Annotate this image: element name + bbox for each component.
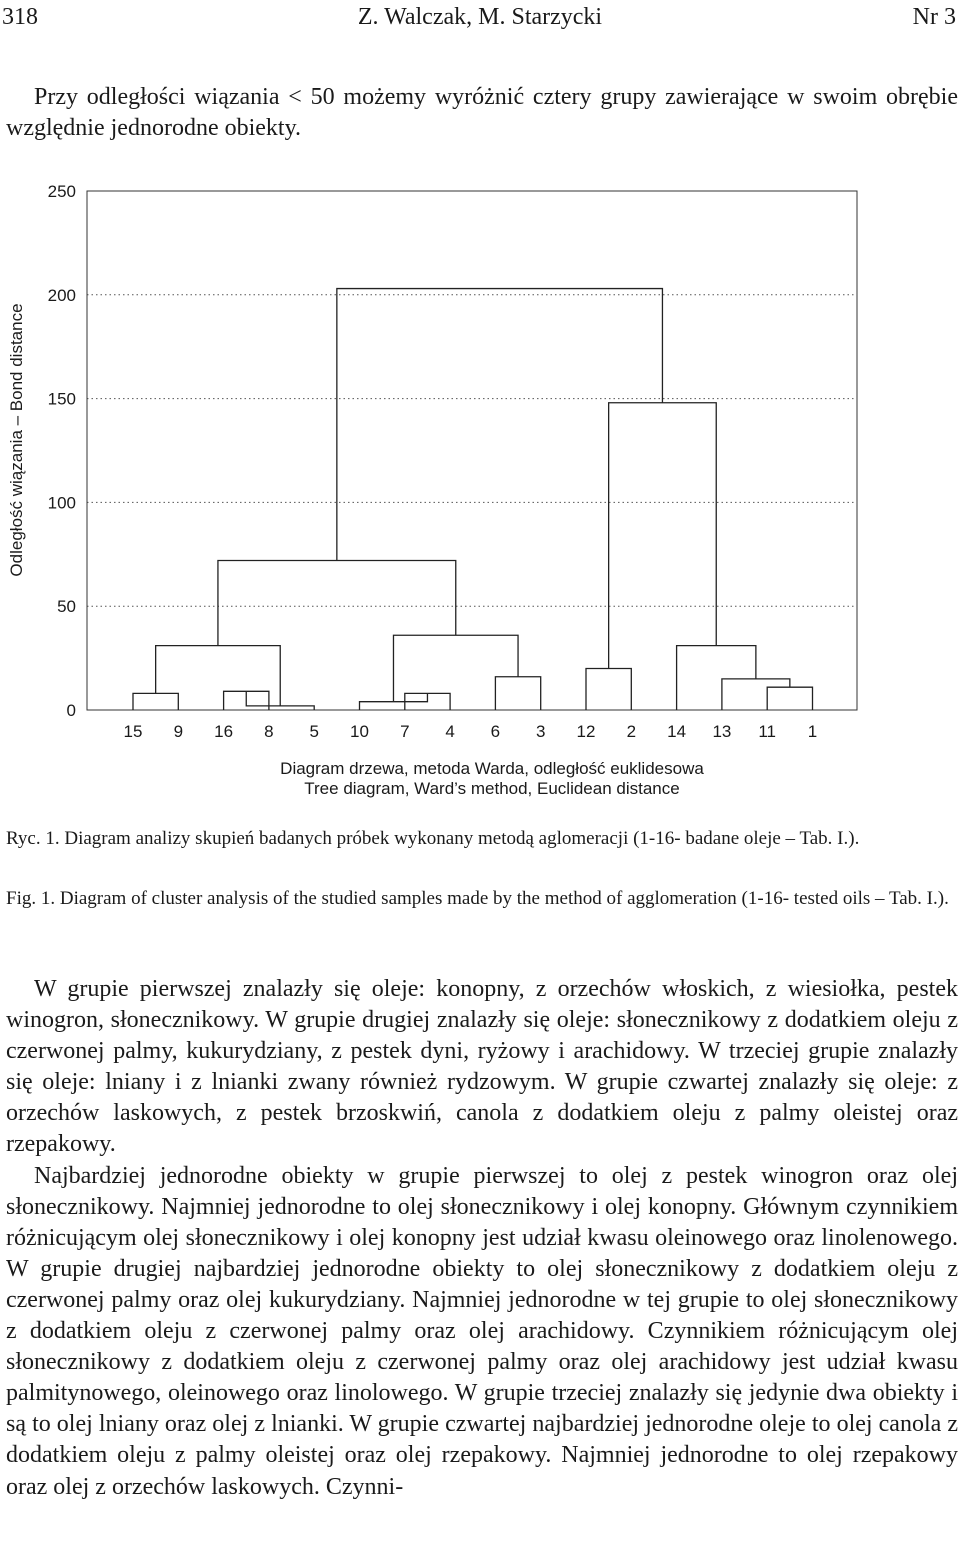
y-tick-label: 50 <box>57 597 76 617</box>
leaf-label: 3 <box>535 722 546 741</box>
leaf-label: 11 <box>758 722 777 741</box>
y-tick-label: 150 <box>47 389 76 409</box>
y-tick-label: 250 <box>47 182 76 201</box>
journal-issue: Nr 3 <box>912 4 956 30</box>
leaf-label: 14 <box>667 722 687 741</box>
dendrogram-link <box>495 677 540 710</box>
gridlines <box>87 295 857 606</box>
page-number: 318 <box>2 4 38 30</box>
page-header <box>0 0 960 36</box>
body-text <box>6 974 958 1503</box>
leaf-label: 6 <box>490 722 501 741</box>
leaf-label: 13 <box>712 722 732 741</box>
dendrogram-link <box>133 693 178 710</box>
leaf-label: 9 <box>173 722 184 741</box>
chart-title-en: Tree diagram, Ward’s method, Euclidean distance <box>304 779 680 798</box>
leaf-label: 15 <box>123 722 143 741</box>
dendrogram-link <box>156 646 281 706</box>
leaf-label: 8 <box>264 722 274 741</box>
dendrogram-link <box>218 561 456 646</box>
leaf-labels <box>124 722 818 741</box>
y-tick-labels <box>48 182 76 720</box>
running-authors: Z. Walczak, M. Starzycki <box>357 4 603 30</box>
body-paragraph-2: Najbardziej jednorodne obiekty w grupie pierwszej to olej z pestek winogron oraz olej słonecznikowy. Najmniej jednorodne to olej słonecznikowy i olej konopny. Głównym czynnikiem różnicującym olej słonecznikowy i olej konopny jest udział kwasu oleinowego oraz linolenowego. W grupie drugiej najbardziej jednorodne obiekty to olej słonecznikowy z dodatkiem oleju z czerwonej palmy oraz olej kukurydziany. Najmniej jednorodne w tej grupie to olej słonecznikowy z dodatkiem oleju z czerwonej palmy oraz olej arachidowy. Czynnikiem różnicującym olej słonecznikowy z dodatkiem oleju z czerwonej palmy oraz olej arachidowy jest udział kwasu palmitynowego, oleinowego oraz linolowego. W grupie trzeciej znalazły się jedynie dwa obiekty i są to olej lniany oraz olej z lnianki. W grupie czwartej najbardziej jednorodne oleje to olej canola z dodatkiem oleju z palmy oleistej oraz olej rzepakowy. Najmniej jednorodne to olej rzepakowy oraz olej z orzechów laskowych. Czynni- <box>6 1162 958 1500</box>
dendrogram-figure <box>0 170 960 810</box>
dendrogram-link <box>767 687 812 710</box>
dendrogram-link <box>677 646 756 710</box>
leaf-label: 12 <box>576 722 596 741</box>
leaf-label: 5 <box>309 722 319 741</box>
figure-caption-pl: Ryc. 1. Diagram analizy skupień badanych próbek wykonany metodą aglomeracji (1-16- badane oleje – Tab. I.). <box>6 828 860 849</box>
chart-title-pl: Diagram drzewa, metoda Warda, odległość euklidesowa <box>280 759 704 778</box>
leaf-label: 10 <box>350 722 369 741</box>
dendrogram-link <box>393 635 518 701</box>
leaf-label: 16 <box>214 722 234 741</box>
dendrogram-link <box>609 403 717 669</box>
dendrogram-link <box>586 668 631 710</box>
y-tick-label: 100 <box>47 493 76 513</box>
intro-paragraph: Przy odległości wiązania < 50 możemy wyróżnić cztery grupy zawierające w swoim obrębie względnie jednorodne obiekty. <box>6 84 958 141</box>
leaf-label: 7 <box>400 722 410 741</box>
leaf-label: 4 <box>445 722 455 741</box>
plot-frame <box>87 191 857 710</box>
body-paragraph-1: W grupie pierwszej znalazły się oleje: konopny, z orzechów włoskich, z wiesiołka, pestek winogron, słonecznikowy. W grupie drugiej znalazły się oleje: słonecznikowy z dodatkiem oleju z czerwonej palmy, kukurydziany, z pestek dyni, ryżowy i arachidowy. W trzeciej grupie znalazły się oleje: lniany i z lnianki zwany również rydzowym. W grupie czwartej znalazły się oleje: z orzechów laskowych, z pestek brzoskwiń, canola z dodatkiem oleju z palmy oleistej oraz rzepakowy. <box>6 976 958 1158</box>
dendrogram-link <box>722 679 790 710</box>
y-axis-label: Odległość wiązania – Bond distance <box>7 303 26 577</box>
dendrogram-link <box>337 289 663 561</box>
leaf-label: 1 <box>807 722 818 741</box>
leaf-label: 2 <box>626 722 637 741</box>
y-tick-label: 200 <box>47 285 76 305</box>
figure-caption-en: Fig. 1. Diagram of cluster analysis of the studied samples made by the method of agglomeration (1-16- tested oils – Tab. I.). <box>6 888 949 909</box>
dendrogram-links <box>133 289 813 710</box>
y-tick-label: 0 <box>66 701 76 720</box>
